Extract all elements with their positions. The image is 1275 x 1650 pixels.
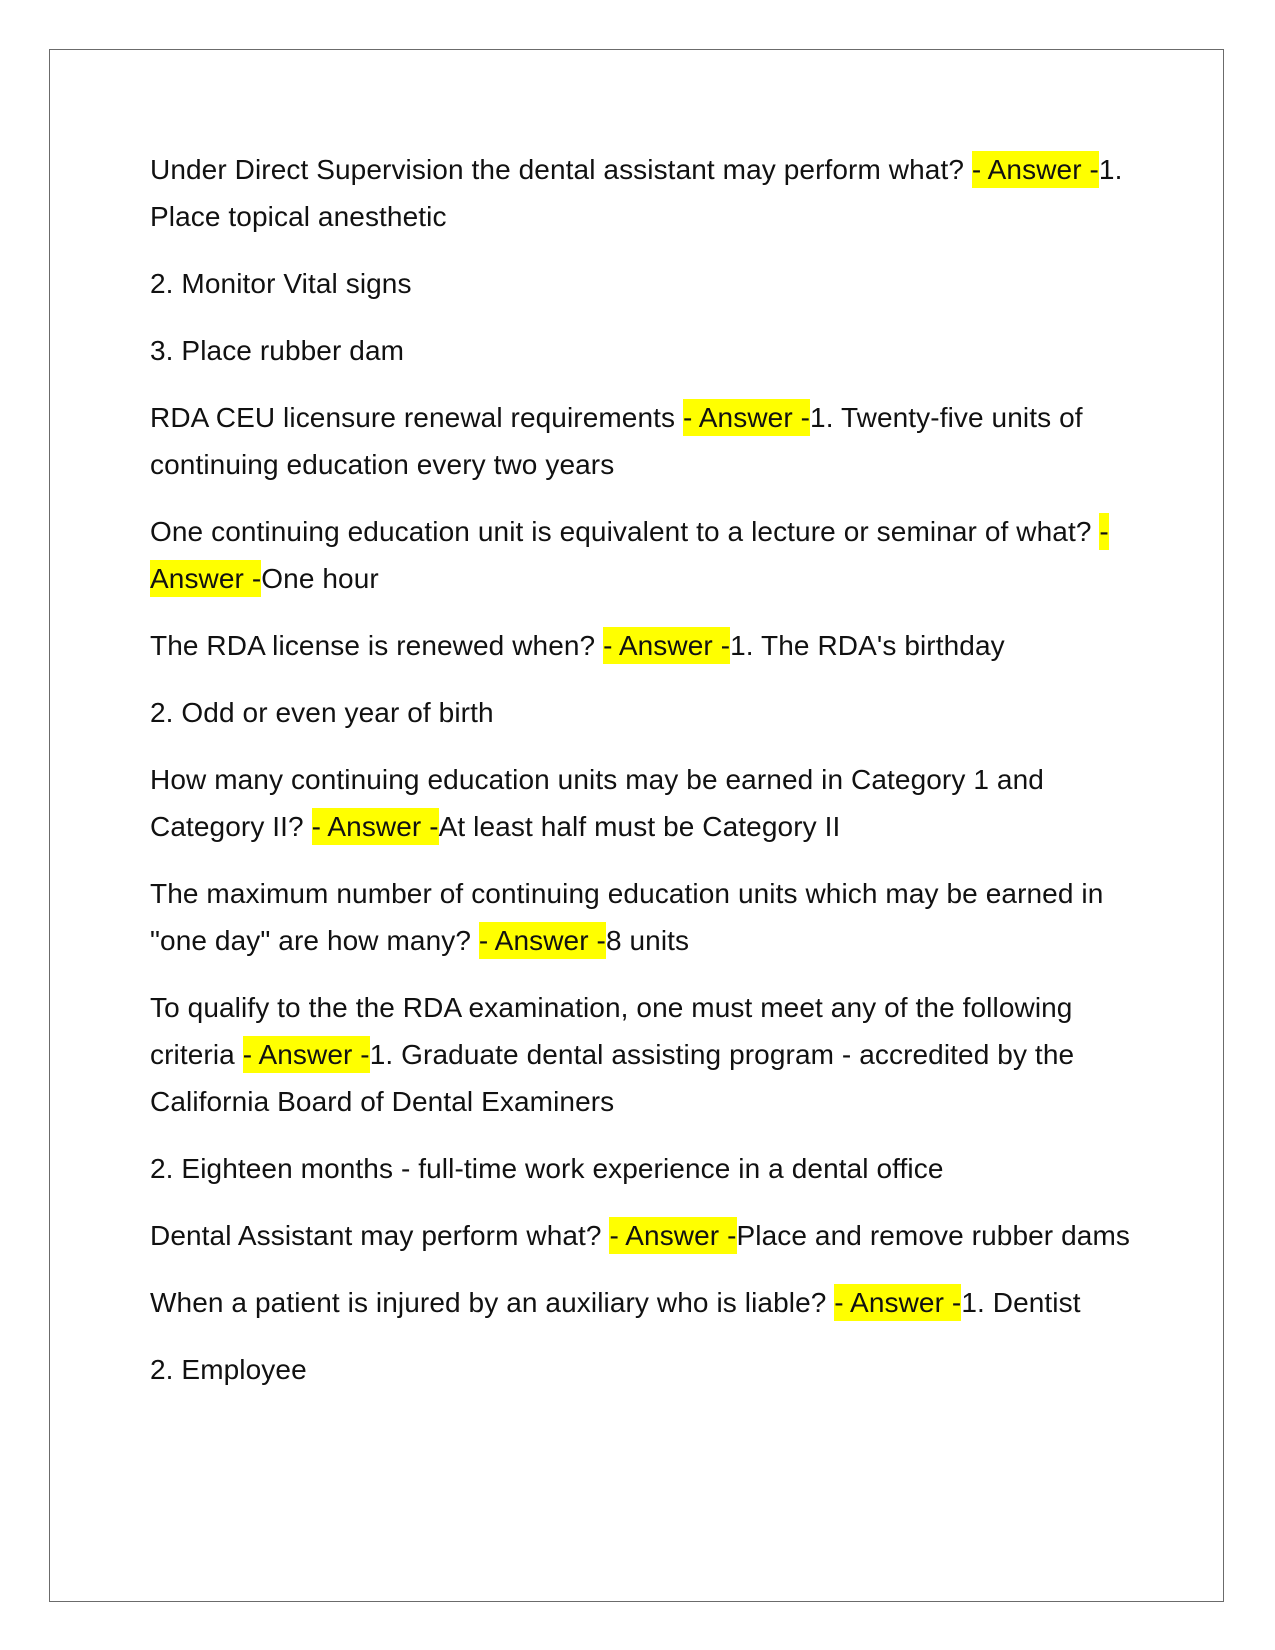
- answer-text: 1. Place topical anesthetic: [150, 154, 1123, 232]
- answer-text: 1. Dentist: [961, 1287, 1081, 1318]
- question-text: RDA CEU licensure renewal requirements: [150, 402, 684, 433]
- answer-marker-highlight: - Answer -: [834, 1284, 961, 1321]
- qa-item-1: [150, 146, 1130, 240]
- answer-marker-highlight: - Answer -: [479, 922, 606, 959]
- qa-item-4: [150, 622, 1130, 669]
- question-text: To qualify to the the RDA examination, one must meet any of the following criteria: [150, 992, 1073, 1070]
- answer-continuation: 2. Employee: [150, 1354, 307, 1385]
- answer-marker-highlight: - Answer -: [603, 627, 730, 664]
- answer-continuation: 2. Monitor Vital signs: [150, 268, 412, 299]
- answer-text: Place and remove rubber dams: [736, 1220, 1130, 1251]
- answer-marker-highlight: - Answer -: [972, 151, 1099, 188]
- question-text: How many continuing education units may be earned in Category 1 and Category II?: [150, 764, 1044, 842]
- qa-item-5: [150, 756, 1130, 850]
- qa-item-8: [150, 1212, 1130, 1259]
- answer-text: 1. Twenty-five units of continuing education every two years: [150, 402, 1083, 480]
- answer-marker-highlight: - Answer -: [312, 808, 439, 845]
- question-text: The RDA license is renewed when?: [150, 630, 604, 661]
- answer-text: One hour: [261, 563, 379, 594]
- answer-marker-highlight: - Answer -: [683, 399, 810, 436]
- question-text: The maximum number of continuing education units which may be earned in "one day" are how many?: [150, 878, 1104, 956]
- answer-text: 1. Graduate dental assisting program - accredited by the California Board of Dental Examiners: [150, 1039, 1075, 1117]
- qa-item-7: [150, 984, 1130, 1125]
- question-text: Dental Assistant may perform what?: [150, 1220, 610, 1251]
- answer-text: At least half must be Category II: [438, 811, 841, 842]
- question-text: Under Direct Supervision the dental assistant may perform what?: [150, 154, 972, 185]
- question-text: One continuing education unit is equivalent to a lecture or seminar of what?: [150, 516, 1100, 547]
- document-body: [150, 146, 1130, 1413]
- qa-item-3: [150, 508, 1130, 602]
- answer-text: 8 units: [605, 925, 690, 956]
- answer-continuation: 3. Place rubber dam: [150, 335, 405, 366]
- answer-marker-highlight: - Answer -: [150, 513, 1109, 597]
- answer-continuation: 2. Odd or even year of birth: [150, 697, 494, 728]
- qa-item-9: [150, 1279, 1130, 1326]
- answer-text: 1. The RDA's birthday: [730, 630, 1005, 661]
- answer-continuation: 2. Eighteen months - full-time work experience in a dental office: [150, 1153, 944, 1184]
- question-text: When a patient is injured by an auxiliary who is liable?: [150, 1287, 835, 1318]
- answer-marker-highlight: - Answer -: [609, 1217, 736, 1254]
- answer-marker-highlight: - Answer -: [243, 1036, 370, 1073]
- qa-item-2: [150, 394, 1130, 488]
- qa-item-6: [150, 870, 1130, 964]
